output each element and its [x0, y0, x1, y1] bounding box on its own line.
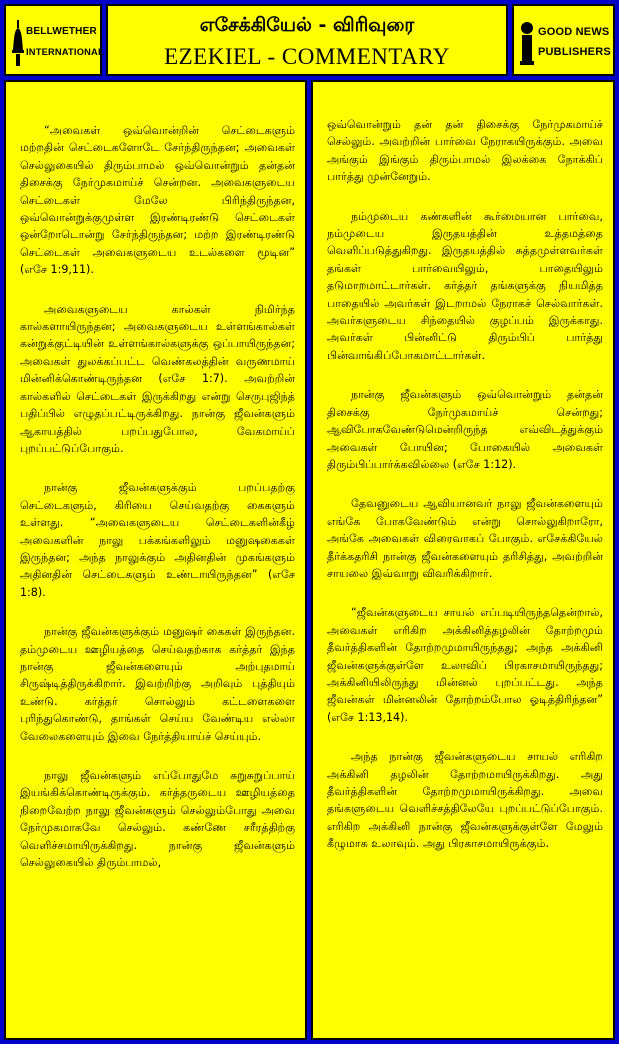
good-news-logo [512, 4, 615, 76]
paragraph: நாலு ஜீவன்களும் எப்போதுமே சுறுசுறுப்பாய் இயங்கிக்கொண்டிருக்கும். கர்த்தருடைய ஊழியத்தை நிறைவேற்ற நாலு ஜீவன்களும் செல்லும்போது அவை நேர்முகமாகவே செல்லும். கண்ணே சரீரத்திற்கு வெளிச்சமாயிருக்கிறது. நான்கு ஜீவன்களும் செல்லுகையில் திரும்பாமல், [20, 769, 295, 870]
paragraph: “ஜீவன்களுடைய சாயல் எப்படியிருந்ததென்றால், அவைகள் எரிகிற அக்கினித்தழலின் தோற்றமும் தீவர்த்திகளின் தோற்றமுமாயிருந்தது; அந்த அக்கினி ஜீவன்களுக்குள்ளே உலாவிப் பிரகாசமாயிருந்தது; அக்கினியிலிருந்து மின்னல் புறப்பட்டது. அந்த ஜீவன்கள் மின்னலின் தோற்றம்போல ஓடித்திரிந்தன” (எசே 1:13,14). [327, 606, 603, 724]
paragraph: அவைகளுடைய கால்கள் நிமிர்ந்த கால்களாயிருந்தன; அவைகளுடைய உள்ளங்கால்கள் கன்றுக்குட்டியின் உள்ளங்கால்களுக்கு ஒப்பாயிருந்தன; அவைகள் துலக்கப்பட்ட வெண்கலத்தின் வருணமாய் மின்னிக்கொண்டிருந்தன (எசே 1:7). அவற்றின் கால்களில் செட்டைகள் இருக்கிறது என்று செருபுஜிந்த் பதிப்பில் எழுதப்பட்டிருக்கிறது. நான்கு ஜீவன்களும் ஆகாயத்தில் பறப்பதுபோல, வேகமாய்ப் புறப்பட்டுப்போகும். [20, 302, 295, 455]
title-tamil: எசேக்கியேல் - விரிவுரை [199, 14, 415, 36]
paragraph: ஒவ்வொன்றும் தன் தன் திசைக்கு நேர்முகமாய்ச் செல்லும். அவற்றின் பார்வை நேராகயிருக்கும். அவை அங்கும் இங்கும் திரும்பாமல் இலக்கை நோக்கிப் பார்த்து முன்னேறும். [327, 118, 603, 184]
paragraph: தேவனுடைய ஆவியானவர் நாலு ஜீவன்களையும் எங்கே போகவேண்டும் என்று சொல்லுகிறாரோ, அங்கே அவைகள் விரைவாகப் போகும். எசேக்கியேல் தீர்க்கதரிசி நான்கு ஜீவன்களையும் தரிசித்து, அவற்றின் சாயலை இவ்வாறு விவரிக்கிறார். [327, 497, 603, 580]
paragraph: நான்கு ஜீவன்களுக்கும் பறப்பதற்கு செட்டைகளும், கிரியை செய்வதற்கு கைகளும் உள்ளது. “அவைகளுடைய செட்டைகளின்கீழ் அவைகளின் நாலு பக்கங்களிலும் மனுஷகைகள் இருந்தன; அந்த நாலுக்கும் அதினதின் முகங்களும் அதினதின் செட்டைகளும் உண்டாயிருந்தன” (எசே 1:8). [20, 481, 295, 599]
globe-icon [520, 20, 534, 66]
title-banner [106, 4, 508, 76]
logo-line-2: INTERNATIONAL [26, 47, 104, 57]
paragraph: அந்த நான்கு ஜீவன்களுடைய சாயல் எரிகிற அக்கினி தழலின் தோற்றமாயிருக்கிறது. அது தீவர்த்திகளின் தோற்றமுமாயிருக்கிறது. அவை தங்களுடைய வெளிச்சத்திலேயே புறப்பட்டுப்போகும். எரிகிற அக்கினி நான்கு ஜீவன்களுக்குள்ளே மேலும் கீழுமாக உலாவும். அது பிரகாசமாயிருக்கும். [327, 750, 603, 851]
title-english: EZEKIEL - COMMENTARY [164, 44, 450, 69]
paragraph: “அவைகள் ஒவ்வொன்றின் செட்டைகளும் மற்றதின் செட்டைகளோடே சேர்ந்திருந்தன; அவைகள் செல்லுகையில் திரும்பாமல் ஒவ்வொன்றும் தன்தன் திசைக்கு நேர்முகமாய்ச் சென்றன. அவைகளுடைய செட்டைகள் மேலே பிரிந்திருந்தன, ஒவ்வொன்றுக்குமுள்ள இரண்டிரண்டு செட்டைகள் ஒன்றோடொன்று சேர்ந்திருந்தன; மற்ற இரண்டிரண்டு செட்டைகள் அவைகளுடைய உடல்களை மூடின” (எசே 1:9,11). [20, 124, 295, 277]
bell-icon [12, 20, 24, 66]
bellwether-logo [4, 4, 102, 76]
paragraph: நம்முடைய கண்களின் கூர்மையான பார்வை, நம்முடைய இருதயத்தின் உத்தமத்தை வெளிப்படுத்துகிறது. இருதயத்தில் சுத்தமுள்ளவர்கள் தங்கள் பார்வையிலும், பாதையிலும் தடுமாறமாட்டார்கள். கர்த்தர் தங்களுக்கு நியமித்த பாதையில் அவர்கள் இடறாமல் நேராகச் செல்வார்கள். அவர்களுடைய சிந்தையில் குழப்பம் இருக்காது. அவர்கள் பின்னிட்டு திரும்பிப் பார்த்து பின்வாங்கிப்போகமாட்டார்கள். [327, 209, 603, 362]
logo-line-2: PUBLISHERS [538, 46, 611, 58]
left-column [4, 80, 307, 1040]
right-column [311, 80, 615, 1040]
paragraph: நான்கு ஜீவன்களுக்கும் மனுஷர் கைகள் இருந்தன. தம்முடைய ஊழியத்தை செய்வதற்காக கர்த்தர் இந்த நான்கு ஜீவன்களையும் அற்புதமாய் சிருஷ்டித்திருக்கிறார். இவற்றிற்கு அறிவும் புத்தியும் உண்டு. கர்த்தர் சொல்லும் கட்டளைகளை புரிந்துகொண்டு, தாங்கள் செய்ய வேண்டிய எல்லா வேலைகளையும் இவை நேர்த்தியாய்ச் செய்யும். [20, 625, 295, 743]
logo-line-1: BELLWETHER [26, 26, 97, 37]
paragraph: நான்கு ஜீவன்களும் ஒவ்வொன்றும் தன்தன் திசைக்கு நேர்முகமாய்ச் சென்றது; ஆவிபோகவேண்டுமென்றிருந்த எவ்விடத்துக்கும் அவைகள் போயின; போகையில் அவைகள் திரும்பிப்பார்க்கவில்லை (எசே 1:12). [327, 388, 603, 471]
logo-line-1: GOOD NEWS [538, 26, 610, 38]
